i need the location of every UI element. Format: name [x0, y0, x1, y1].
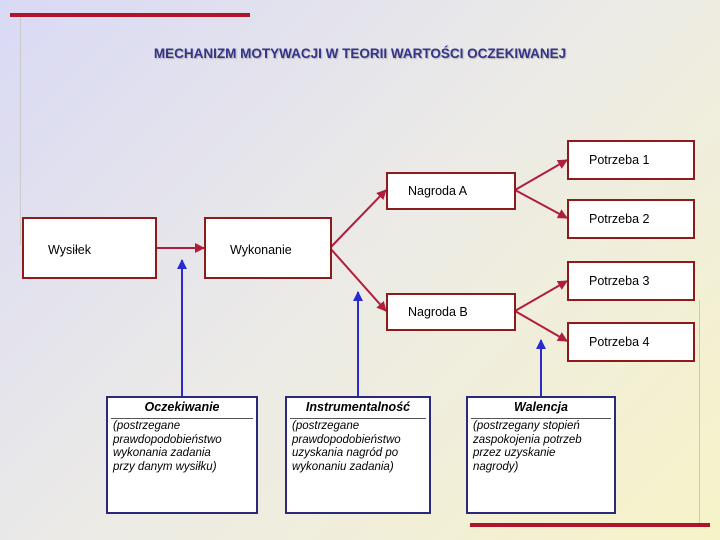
node-potrzeba-2 [567, 199, 695, 239]
factor-walencja-divider [471, 418, 611, 419]
node-potrzeba-4 [567, 322, 695, 362]
node-potrzeba-2-label: Potrzeba 2 [589, 212, 650, 226]
arrow-wykonanie-nagroda-a [330, 190, 386, 248]
factor-instrumentalnosc-heading: Instrumentalność [305, 400, 411, 414]
node-wysilek-label: Wysiłek [48, 243, 91, 257]
node-potrzeba-4-label: Potrzeba 4 [589, 335, 650, 349]
factor-oczekiwanie [106, 396, 258, 514]
factor-oczekiwanie-divider [111, 418, 253, 419]
node-wykonanie [204, 217, 332, 279]
factor-instrumentalnosc-description: (postrzegane prawdopodobieństwo uzyskania nagród po wykonaniu zadania) [292, 420, 401, 473]
node-wysilek [22, 217, 157, 279]
arrow-nagroda-b-potrzeba-3 [515, 281, 567, 311]
node-nagroda-b [386, 293, 516, 331]
arrow-nagroda-a-potrzeba-1 [515, 160, 567, 190]
node-nagroda-b-label: Nagroda B [408, 305, 468, 319]
node-nagroda-a [386, 172, 516, 210]
diagram-title: MECHANIZM MOTYWACJI W TEORII WARTOŚCI OCZEKIWANEJ [153, 46, 567, 61]
factor-instrumentalnosc [285, 396, 431, 514]
node-potrzeba-1-label: Potrzeba 1 [589, 153, 650, 167]
factor-oczekiwanie-description: (postrzegane prawdopodobieństwo wykonania zadania przy danym wysiłku) [113, 420, 222, 473]
factor-oczekiwanie-heading: Oczekiwanie [144, 400, 220, 414]
node-potrzeba-3 [567, 261, 695, 301]
factor-walencja [466, 396, 616, 514]
node-nagroda-a-label: Nagroda A [408, 184, 468, 198]
factor-instrumentalnosc-divider [290, 418, 426, 419]
arrow-nagroda-a-potrzeba-2 [515, 190, 567, 218]
arrow-nagroda-b-potrzeba-4 [515, 311, 567, 341]
node-potrzeba-3-label: Potrzeba 3 [589, 274, 650, 288]
node-wykonanie-label: Wykonanie [230, 243, 292, 257]
node-potrzeba-1 [567, 140, 695, 180]
factor-walencja-description: (postrzegany stopień zaspokojenia potrzeb przez uzyskanie nagrody) [473, 420, 582, 473]
factor-walencja-heading: Walencja [514, 400, 568, 414]
